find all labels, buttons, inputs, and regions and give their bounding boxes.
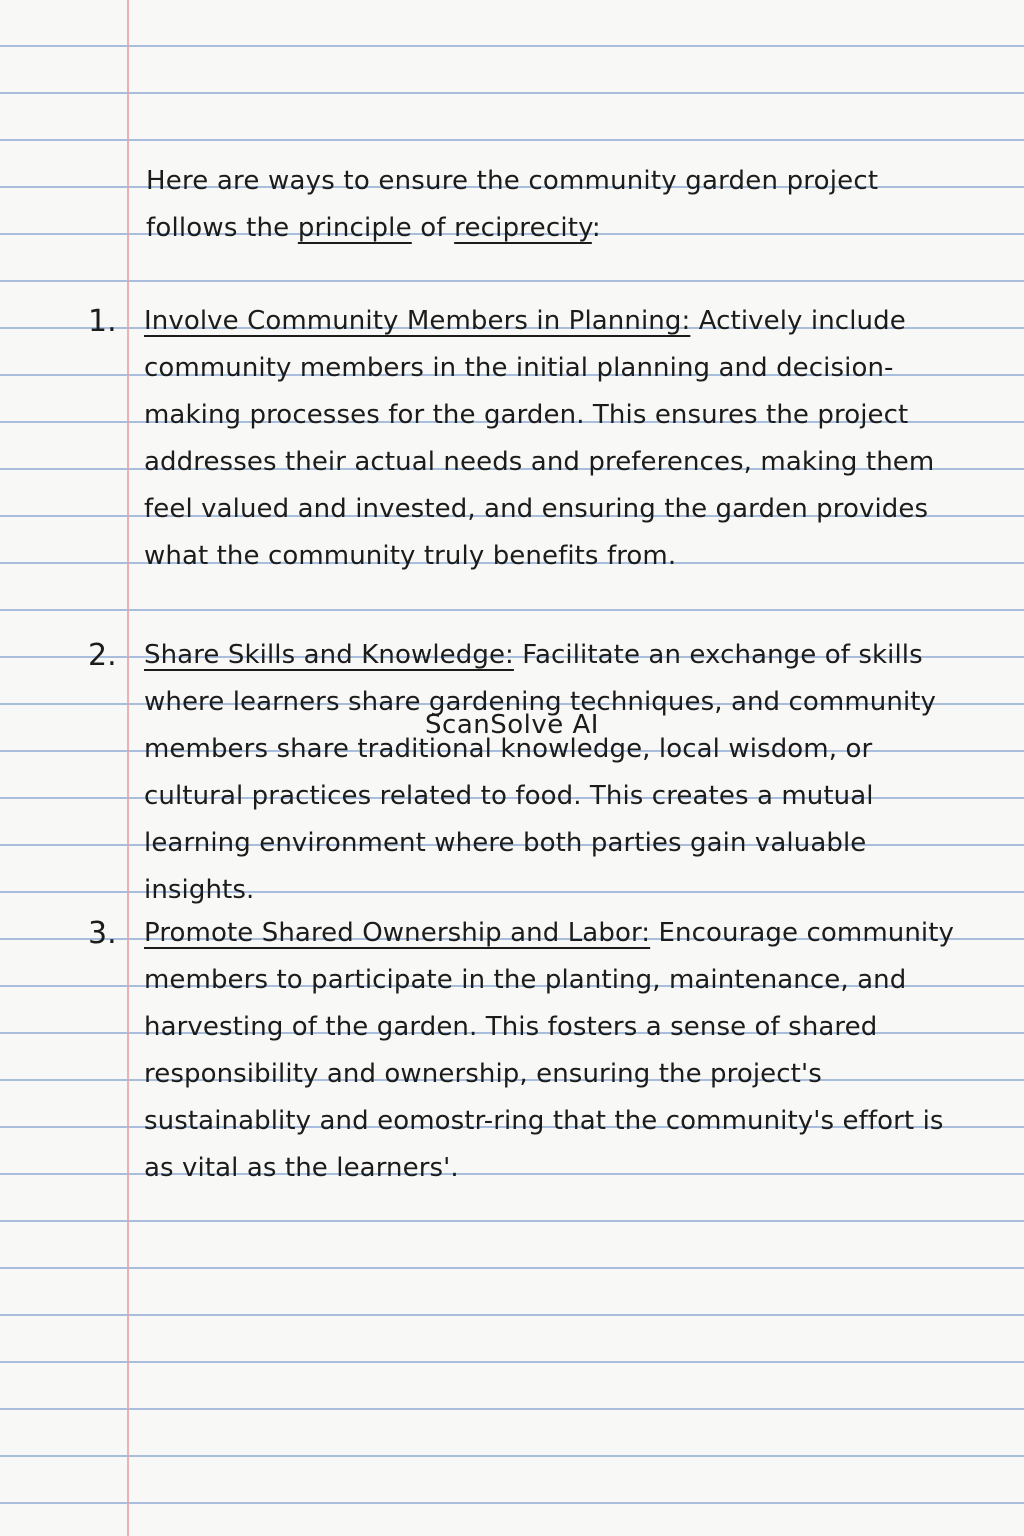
intro-text-2: of xyxy=(411,213,455,243)
list-item-1 xyxy=(88,298,968,580)
list-item-body xyxy=(144,632,968,914)
list-item-number: 3. xyxy=(88,916,117,951)
intro-text-3: : xyxy=(591,213,601,243)
list-item-3 xyxy=(88,910,968,1192)
list-item-heading: Share Skills and Knowledge: xyxy=(144,640,514,670)
intro-text-1: Here are ways to ensure the community garden project follows the xyxy=(146,166,879,243)
list-item-text: Encourage community members to participate in the planting, maintenance, and harvesting of the garden. This fosters a sense of shared responsibility and ownership, ensuring the project's sustainablity and eomostr-ring that the community's effort is as vital as the learners'. xyxy=(144,918,955,1183)
intro-term-reciprecity: reciprecity xyxy=(454,213,592,243)
list-item-number: 2. xyxy=(88,638,117,673)
footer-brand: ScanSolve AI xyxy=(425,710,599,740)
intro-paragraph xyxy=(146,158,966,252)
list-item-body xyxy=(144,298,968,580)
intro-term-principle: principle xyxy=(297,213,412,243)
list-item-heading: Promote Shared Ownership and Labor: xyxy=(144,918,651,948)
list-item-number: 1. xyxy=(88,304,117,339)
list-item-text: Facilitate an exchange of skills where learners share gardening techniques, and community members share traditional knowledge, local wisdom, or cultural practices related to food. This creates a mutual learning environment where both parties gain valuable insights. xyxy=(144,640,937,905)
list-item-text: Actively include community members in the initial planning and decision-making processes for the garden. This ensures the project addresses their actual needs and preferences, making them feel valued and invested, and ensuring the garden provides what the community truly benefits from. xyxy=(144,306,935,571)
list-item-2 xyxy=(88,632,968,914)
list-item-heading: Involve Community Members in Planning: xyxy=(144,306,691,336)
list-item-body xyxy=(144,910,968,1192)
